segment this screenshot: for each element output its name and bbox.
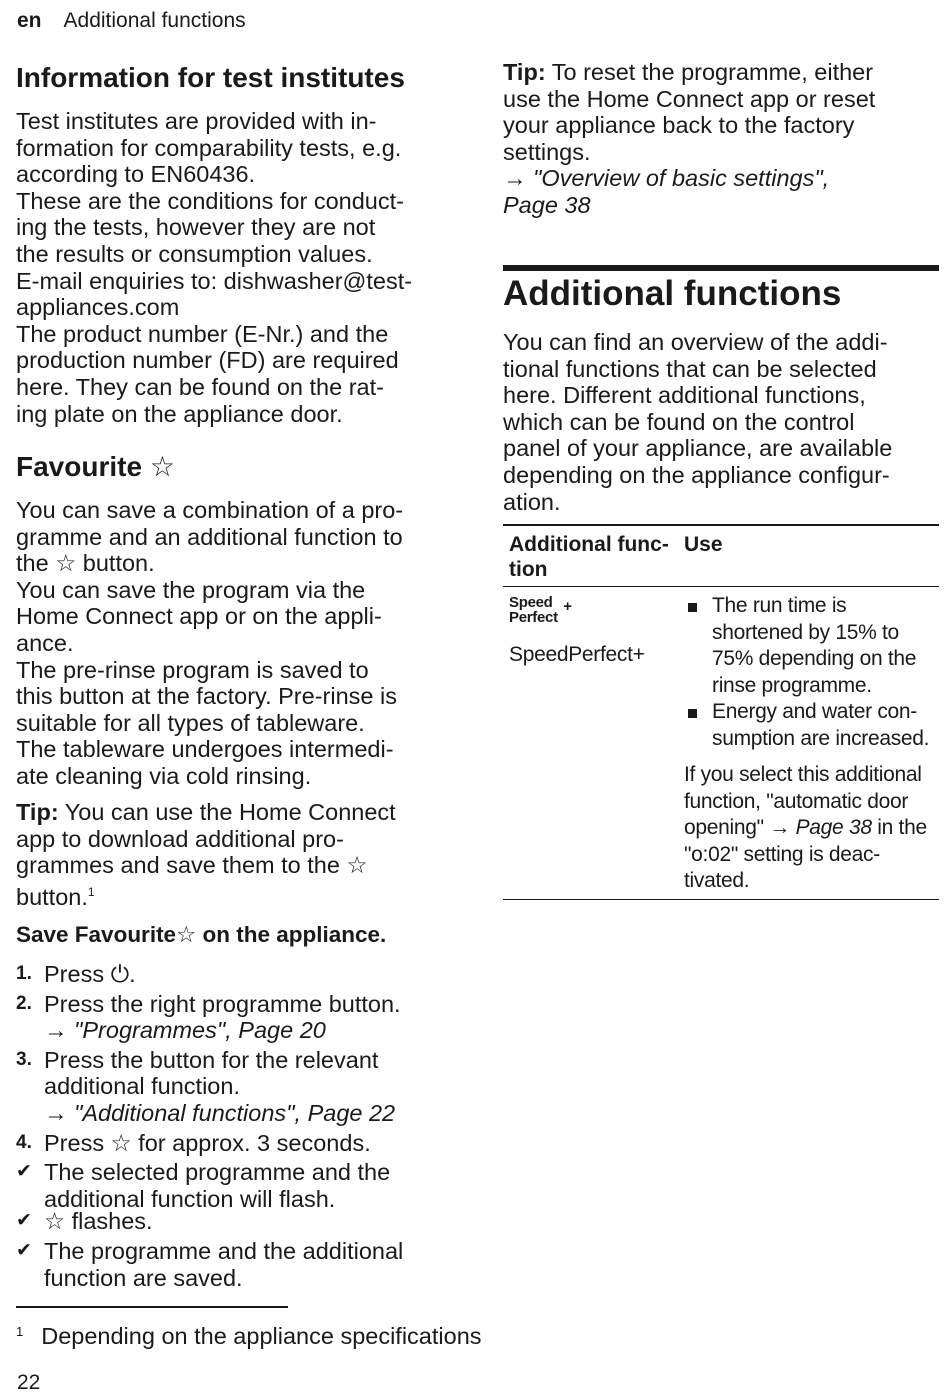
info-line: production number (FD) are required xyxy=(16,347,399,374)
check-icon: ✔ xyxy=(16,1239,32,1261)
info-title: Information for test institutes xyxy=(16,62,405,93)
page-reference[interactable]: → "Overview of basic settings", xyxy=(503,165,830,192)
info-line: Test institutes are provided with in- xyxy=(16,108,377,134)
additional-functions-title: Additional functions xyxy=(503,274,842,313)
step-item xyxy=(16,961,456,988)
info-line: appliances.com xyxy=(16,294,180,321)
page-reference[interactable]: → "Additional functions", Page 22 xyxy=(44,1099,396,1126)
table-row xyxy=(503,587,939,900)
result-item xyxy=(16,1208,456,1235)
star-icon: ☆ xyxy=(149,451,175,482)
check-icon: ✔ xyxy=(16,1210,32,1232)
result-text: The selected programme and the additional function will flash. xyxy=(44,1159,391,1212)
check-icon: ✔ xyxy=(16,1161,32,1183)
result-text: ☆ flashes. xyxy=(44,1208,153,1235)
reset-tip xyxy=(503,59,939,219)
tip-line: use the Home Connect app or reset xyxy=(503,85,876,112)
language-code: en xyxy=(17,9,42,32)
additional-functions-table xyxy=(503,524,939,900)
fav-line: gramme and an additional function to xyxy=(16,523,403,550)
result-item xyxy=(16,1159,456,1212)
tip-text: To reset the programme, either xyxy=(545,59,874,85)
fav-line: ate cleaning via cold rinsing. xyxy=(16,762,312,789)
intro-line: here. Different additional functions, xyxy=(503,382,866,409)
intro-line: depending on the appliance configur- xyxy=(503,461,890,488)
fav-line: this button at the factory. Pre-rinse is xyxy=(16,683,397,710)
info-line: ing plate on the appliance door. xyxy=(16,400,343,427)
step-item xyxy=(16,1047,456,1127)
step-text: Press the button for the relevant additional function. xyxy=(44,1046,379,1100)
info-body xyxy=(16,108,456,427)
fav-line: suitable for all types of tableware. xyxy=(16,709,365,736)
page-header xyxy=(17,9,246,33)
footnote-divider xyxy=(16,1306,288,1308)
section-divider xyxy=(503,265,939,271)
info-line: according to EN60436. xyxy=(16,161,256,188)
info-line: The product number (E-Nr.) and the xyxy=(16,320,389,347)
tip-line xyxy=(16,799,456,826)
info-line: These are the conditions for conduct- xyxy=(16,187,404,214)
favourite-title xyxy=(16,450,175,484)
step-number: 3. xyxy=(16,1048,32,1070)
intro-line: panel of your appliance, are available xyxy=(503,435,893,462)
tip-text: You can use the Home Connect xyxy=(58,799,396,825)
result-text: The programme and the additional function are saved. xyxy=(44,1237,404,1291)
table-header-row xyxy=(503,525,939,587)
steps-list xyxy=(16,961,456,1294)
use-note: If you select this additional function, "automatic door opening" → Page 38 in the "o:02" setting is deac-tivated. xyxy=(684,763,927,892)
save-favourite-heading: Save Favourite☆ on the appliance. xyxy=(16,922,387,947)
step-number: 1. xyxy=(16,963,32,984)
column-header-use: Use xyxy=(684,533,723,556)
step-text: Press the right programme button. xyxy=(44,990,401,1017)
fav-line: You can save a combination of a pro- xyxy=(16,497,404,523)
tip-line: your appliance back to the factory xyxy=(503,112,855,139)
bullet-item: The run time is shortened by 15% to 75% depending on the rinse programme. xyxy=(684,593,933,699)
result-item xyxy=(16,1238,456,1291)
favourite-title-text: Favourite xyxy=(16,451,143,482)
intro-line: which can be found on the control xyxy=(503,408,855,435)
header-section: Additional functions xyxy=(63,9,246,32)
intro-line: ation. xyxy=(503,488,561,515)
footnote-text: Depending on the appliance specifications xyxy=(41,1323,482,1349)
tip-text: button. xyxy=(16,883,88,910)
tip-line: grammes and save them to the ☆ xyxy=(16,852,368,879)
footnote-reference: 1 xyxy=(87,884,95,899)
use-bullets xyxy=(684,593,933,752)
page-reference[interactable]: Page 38 xyxy=(503,191,591,218)
tip-line xyxy=(503,59,939,86)
use-cell xyxy=(678,587,939,900)
info-line: formation for comparability tests, e.g. xyxy=(16,134,402,161)
step-text: Press ☆ for approx. 3 seconds. xyxy=(44,1129,371,1156)
column-header-function: Additional func- tion xyxy=(509,533,669,581)
info-line: E-mail enquiries to: dishwasher@test- xyxy=(16,267,413,294)
bullet-item: Energy and water con-sumption are increased. xyxy=(684,699,933,752)
step-number: 2. xyxy=(16,992,32,1014)
favourite-tip xyxy=(16,799,456,910)
step-item xyxy=(16,1130,456,1157)
speedperfect-icon: Speed Perfect + xyxy=(509,594,572,626)
fav-line: You can save the program via the xyxy=(16,576,366,603)
step-number: 4. xyxy=(16,1131,32,1153)
additional-functions-intro xyxy=(503,329,939,515)
info-line: ing the tests, however they are not xyxy=(16,214,376,241)
info-line: the results or consumption values. xyxy=(16,240,373,267)
footnote-mark: 1 xyxy=(16,1324,24,1339)
intro-line: tional functions that can be selected xyxy=(503,355,877,382)
footnote xyxy=(16,1323,482,1350)
fav-line: The tableware undergoes intermedi- xyxy=(16,736,394,763)
page-number: 22 xyxy=(17,1371,41,1394)
fav-line: The pre-rinse program is saved to xyxy=(16,656,369,683)
page-reference[interactable]: Page 38 xyxy=(795,816,872,839)
tip-label: Tip: xyxy=(503,59,546,85)
info-line: here. They can be found on the rat- xyxy=(16,373,384,400)
tip-label: Tip: xyxy=(16,799,59,825)
step-item xyxy=(16,991,456,1044)
intro-line: You can find an overview of the addi- xyxy=(503,329,888,355)
function-name: SpeedPerfect+ xyxy=(509,642,645,666)
tip-line xyxy=(16,879,456,910)
favourite-body xyxy=(16,497,461,790)
page-reference[interactable]: → "Programmes", Page 20 xyxy=(44,1017,326,1044)
function-cell xyxy=(503,587,678,900)
step-text: Press ⏻. xyxy=(44,961,136,987)
tip-line: settings. xyxy=(503,138,591,165)
fav-line: the ☆ button. xyxy=(16,550,155,577)
fav-line: Home Connect app or on the appli- xyxy=(16,603,382,630)
tip-line: app to download additional pro- xyxy=(16,825,344,852)
fav-line: ance. xyxy=(16,629,74,656)
